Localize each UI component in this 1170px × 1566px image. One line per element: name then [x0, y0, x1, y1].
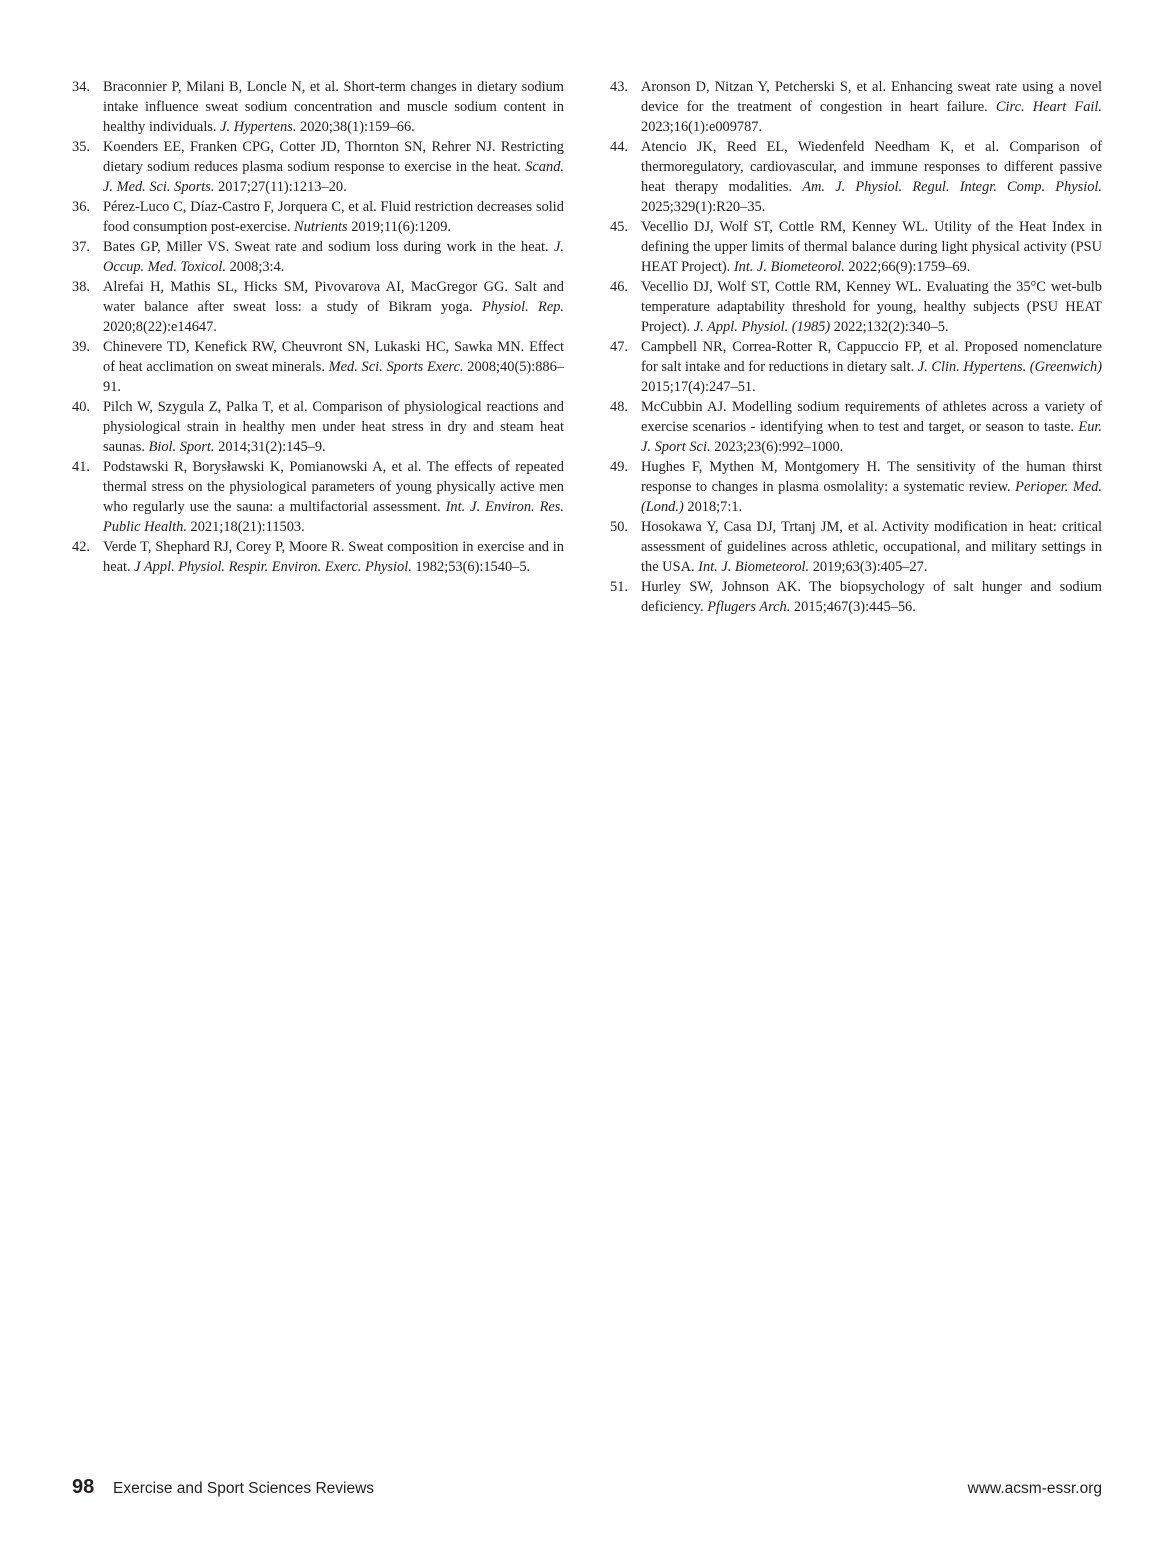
page-footer — [72, 1476, 1102, 1506]
reference-item: 36. Pérez-Luco C, Díaz-Castro F, Jorquera C, et al. Fluid restriction decreases solid food consumption post-exercise. Nutrients 2019;11(6):1209. — [72, 199, 564, 235]
reference-item: 45. Vecellio DJ, Wolf ST, Cottle RM, Kenney WL. Utility of the Heat Index in defining the upper limits of thermal balance during light physical activity (PSU HEAT Project). Int. J. Biometeorol. 2022;66(9):1759–69. — [610, 219, 1102, 275]
journal-name: Exercise and Sport Sciences Reviews — [113, 1480, 375, 1497]
page-number: 98 — [72, 1476, 95, 1498]
reference-item: 47. Campbell NR, Correa-Rotter R, Cappuccio FP, et al. Proposed nomenclature for salt intake and for reductions in dietary salt. J. Clin. Hypertens. (Greenwich) 2015;17(4):247–51. — [610, 339, 1102, 395]
reference-item: 44. Atencio JK, Reed EL, Wiedenfeld Needham K, et al. Comparison of thermoregulatory, cardiovascular, and immune responses to different passive heat therapy modalities. Am. J. Physiol. Regul. Integr. Comp. Physiol. 2025;329(1):R20–35. — [610, 139, 1102, 215]
reference-item: 37. Bates GP, Miller VS. Sweat rate and sodium loss during work in the heat. J. Occup. Med. Toxicol. 2008;3:4. — [72, 239, 564, 275]
reference-item: 49. Hughes F, Mythen M, Montgomery H. The sensitivity of the human thirst response to changes in plasma osmolality: a systematic review. Perioper. Med. (Lond.) 2018;7:1. — [610, 459, 1103, 515]
reference-item: 39. Chinevere TD, Kenefick RW, Cheuvront SN, Lukaski HC, Sawka MN. Effect of heat acclimation on sweat minerals. Med. Sci. Sports Exerc. 2008;40(5):886–91. — [72, 339, 565, 395]
reference-item: 41. Podstawski R, Borysławski K, Pomianowski A, et al. The effects of repeated thermal stress on the physiological parameters of young physically active men who regularly use the sauna: a multifactorial assessment. Int. J. Environ. Res. Public Health. 2021;18(21):11503. — [72, 459, 564, 535]
reference-item: 40. Pilch W, Szygula Z, Palka T, et al. Comparison of physiological reactions and physiological strain in healthy men under heat stress in dry and steam heat saunas. Biol. Sport. 2014;31(2):145–9. — [72, 399, 564, 455]
reference-item: 38. Alrefai H, Mathis SL, Hicks SM, Pivovarova AI, MacGregor GG. Salt and water balance after sweat loss: a study of Bikram yoga. Physiol. Rep. 2020;8(22):e14647. — [72, 279, 564, 335]
reference-item: 48. McCubbin AJ. Modelling sodium requirements of athletes across a variety of exercise scenarios - identifying when to test and target, or season to taste. Eur. J. Sport Sci. 2023;23(6):992–1000. — [610, 399, 1102, 455]
reference-item: 50. Hosokawa Y, Casa DJ, Trtanj JM, et al. Activity modification in heat: critical assessment of guidelines across athletic, occupational, and military settings in the USA. Int. J. Biometeorol. 2019;63(3):405–27. — [610, 519, 1102, 575]
references-column-right — [610, 77, 1102, 617]
references-column-left — [72, 77, 564, 577]
reference-item: 34. Braconnier P, Milani B, Loncle N, et al. Short-term changes in dietary sodium intake influence sweat sodium concentration and muscle sodium content in healthy individuals. J. Hypertens. 2020;38(1):159–66. — [72, 79, 564, 135]
reference-item: 43. Aronson D, Nitzan Y, Petcherski S, et al. Enhancing sweat rate using a novel device for the treatment of congestion in heart failure. Circ. Heart Fail. 2023;16(1):e009787. — [610, 79, 1102, 135]
website-url: www.acsm-essr.org — [967, 1480, 1102, 1497]
reference-item: 42. Verde T, Shephard RJ, Corey P, Moore R. Sweat composition in exercise and in heat. J Appl. Physiol. Respir. Environ. Exerc. Physiol. 1982;53(6):1540–5. — [72, 539, 564, 575]
reference-item: 51. Hurley SW, Johnson AK. The biopsychology of salt hunger and sodium deficiency. Pflugers Arch. 2015;467(3):445–56. — [610, 579, 1102, 615]
reference-item: 35. Koenders EE, Franken CPG, Cotter JD, Thornton SN, Rehrer NJ. Restricting dietary sodium reduces plasma sodium response to exercise in the heat. Scand. J. Med. Sci. Sports. 2017;27(11):1213–20. — [72, 139, 564, 195]
reference-item: 46. Vecellio DJ, Wolf ST, Cottle RM, Kenney WL. Evaluating the 35°C wet-bulb temperature adaptability threshold for young, healthy subjects (PSU HEAT Project). J. Appl. Physiol. (1985) 2022;132(2):340–5. — [610, 279, 1102, 335]
